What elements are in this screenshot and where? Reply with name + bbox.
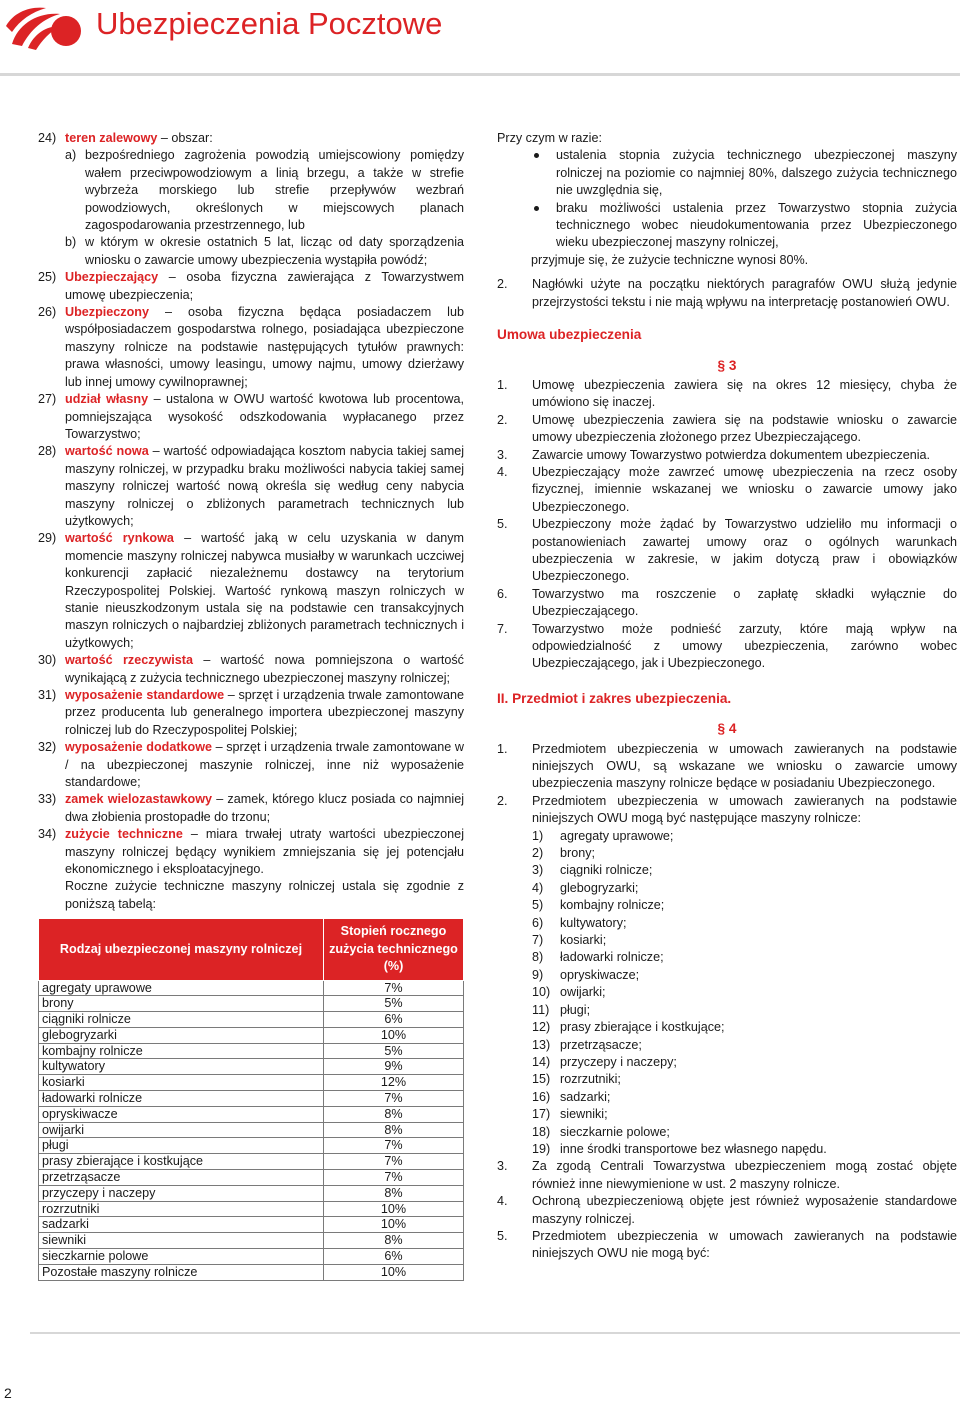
table-row [39, 1075, 464, 1091]
machine-number: 16) [532, 1089, 551, 1104]
machine-name: ładowarki rolnicze; [560, 950, 664, 965]
sub-letter: b) [65, 235, 77, 250]
machine-type-cell: rozrzutniki [39, 1201, 324, 1217]
machine-name: opryskiwacze; [560, 967, 640, 982]
definition-text: – wartość nowa pomniejszona o wartość wynikającą z zużycia technicznego ubezpieczonej maszyny rolniczej; [65, 653, 464, 685]
item-text: Zawarcie umowy Towarzystwo potwierdza dokumentem ubezpieczenia. [532, 447, 931, 462]
item-text: Nagłówki użyte na początku niektórych paragrafów OWU służą jedynie przejrzystości tekstu i nie mają wpływu na interpretację postanowień OWU. [532, 277, 957, 309]
machine-list-item [497, 1106, 957, 1123]
intro-text: Przy czym w razie: [497, 131, 602, 145]
machine-type-cell: opryskiwacze [39, 1106, 324, 1122]
machine-list-item [497, 949, 957, 966]
definition-text: – zamek, którego klucz posiada co najmniej dwa złobienia prostopadłe do trzonu; [65, 792, 464, 824]
machine-type-cell: prasy zbierające i kostkujące [39, 1154, 324, 1170]
machine-type-cell: sadzarki [39, 1217, 324, 1233]
machine-type-cell: kombajny rolnicze [39, 1043, 324, 1059]
machine-name: kosiarki; [560, 933, 607, 948]
machine-type-cell: agregaty uprawowe [39, 980, 324, 996]
header-divider [0, 73, 960, 76]
wear-rate-cell: 7% [324, 1170, 464, 1186]
definition-25 [38, 269, 464, 304]
machine-type-cell: brony [39, 996, 324, 1012]
paragraph-4-item-2 [497, 793, 957, 828]
machine-list-item [497, 880, 957, 897]
table-header-wear-rate: Stopień rocznego zużycia technicznego (%) [324, 919, 464, 980]
wear-rate-cell: 8% [324, 1185, 464, 1201]
table-row [39, 1027, 464, 1043]
definition-24b [38, 234, 464, 269]
definition-term: wartość nowa [65, 444, 149, 459]
heading-umowa: Umowa ubezpieczenia [497, 327, 642, 343]
definition-term: wyposażenie dodatkowe [65, 740, 213, 755]
definition-24 [38, 130, 464, 147]
definition-term: Ubezpieczający [65, 270, 159, 285]
machine-name: rozrzutniki; [560, 1072, 621, 1087]
wear-rate-cell: 5% [324, 996, 464, 1012]
definition-text: – osoba fizyczna zawierająca z Towarzystwem umowę ubezpieczenia; [65, 270, 464, 302]
right-column [497, 130, 957, 1263]
bullet-icon [531, 200, 556, 252]
definition-24a [38, 147, 464, 234]
definition-27 [38, 391, 464, 443]
definition-number: 30) [38, 653, 57, 668]
machine-type-cell: siewniki [39, 1233, 324, 1249]
machine-list-item [497, 915, 957, 932]
machine-name: przetrząsacze; [560, 1037, 642, 1052]
paragraph-3-list [497, 377, 957, 673]
table-row [39, 1233, 464, 1249]
item-number: 5. [497, 1228, 508, 1243]
machine-list-item [497, 1124, 957, 1141]
sub-text: w którym w okresie ostatnich 5 lat, licząc od daty sporządzenia wniosku o zawarcie umowy ubezpieczenia wystąpiła powódź; [85, 235, 464, 267]
definition-34 [38, 826, 464, 878]
definition-number: 31) [38, 688, 57, 702]
wear-rate-cell: 10% [324, 1027, 464, 1043]
definition-number: 32) [38, 740, 57, 755]
pocztowe-logo-icon [4, 2, 86, 56]
item-number: 2. [497, 277, 508, 292]
item-text: Przedmiotem ubezpieczenia w umowach zawieranych na podstawie niniejszych OWU mogą być następujące maszyny rolnicze: [532, 793, 957, 826]
definition-text: – ustalona w OWU wartość kwotowa lub procentowa, pomniejszająca wysokość odszkodowania wypłacanego przez Towarzystwo; [65, 392, 464, 441]
machine-list-item [497, 862, 957, 879]
machine-number: 19) [532, 1141, 551, 1156]
item-number: 4. [497, 1194, 508, 1209]
table-row [39, 1264, 464, 1280]
wear-rate-cell: 6% [324, 1012, 464, 1028]
machine-list-item [497, 845, 957, 862]
definition-term: Ubezpieczony [65, 305, 149, 320]
definition-number: 27) [38, 392, 57, 407]
machine-list-item [497, 1019, 957, 1036]
machine-type-cell: kosiarki [39, 1075, 324, 1091]
machine-list-item [497, 984, 957, 1001]
machine-name: sieczkarnie polowe; [560, 1124, 670, 1139]
definition-29 [38, 530, 464, 652]
machine-name: ciągniki rolnicze; [560, 863, 653, 878]
wear-rate-cell: 10% [324, 1217, 464, 1233]
definition-number: 28) [38, 444, 57, 459]
item-number: 7. [497, 621, 508, 636]
page-number: 2 [4, 1385, 12, 1401]
paragraph-3-item [497, 516, 957, 586]
definition-26 [38, 304, 464, 391]
machine-type-cell: pługi [39, 1138, 324, 1154]
definition-number: 26) [38, 305, 57, 320]
definition-text: – wartość jaką w celu uzyskania w danym momencie maszyny rolniczej nabywca musiałby w warunkach uczciwej konkurencji zapłacić niezależnemu dostawcy na terytorium Rzeczypospolitej Polskiej. Wartość rynkową maszyn rolniczych w stanie nieuszkodzonym ustala się na podstawie cen transakcyjnych maszyn rolniczych o najbardziej zbliżonych parametrach technicznych i użytkowych; [65, 531, 464, 650]
machine-number: 6) [532, 915, 544, 930]
item-number: 3. [497, 447, 508, 462]
definition-text: – sprzęt i urządzenia trwale zamontowane w / na ubezpieczonej maszynie rolniczej, inne niż wyposażenie standardowe; [65, 740, 464, 790]
paragraph-3-item [497, 447, 957, 464]
machine-name: owijarki; [560, 985, 606, 1000]
wear-rate-cell: 7% [324, 1154, 464, 1170]
item-text: Umowę ubezpieczenia zawiera się na podstawie wniosku o zawarcie umowy ubezpieczenia złożonego przez Ubezpieczającego. [532, 412, 957, 445]
item-text: Za zgodą Centrali Towarzystwa ubezpieczeniem mogą zostać objęte również inne niewymienione w ust. 2 maszyny rolnicze. [532, 1159, 957, 1191]
machine-type-cell: kultywatory [39, 1059, 324, 1075]
wear-rate-cell: 8% [324, 1122, 464, 1138]
table-row [39, 1091, 464, 1107]
bullet-item [497, 147, 957, 199]
definition-term: wartość rzeczywista [65, 653, 193, 668]
definition-text: – wartość odpowiadająca kosztom nabycia takiej samej maszyny rolniczej, w przypadku braku możliwości nabycia takiej samej maszyny rolniczej wartość nową określa się według ceny nabycia maszyny rolniczej o zbliżonych parametrach technicznych lub użytkowych; [65, 444, 465, 528]
definition-term: wartość rynkowa [65, 531, 174, 546]
left-column [38, 130, 464, 1281]
definition-term: zużycie techniczne [65, 827, 183, 842]
wear-rate-cell: 7% [324, 1138, 464, 1154]
bullet-item [497, 200, 957, 252]
definition-text: – miara trwałej utraty wartości ubezpieczonej maszyny rolniczej będący wynikiem zmniejszania się jej potencjału ekonomicznego i eksploatacyjnego. [65, 827, 464, 877]
paragraph-3-heading: § 3 [717, 358, 737, 374]
wear-rate-cell: 7% [324, 980, 464, 996]
item-text: Umowę ubezpieczenia zawiera się na okres 12 miesięcy, chyba że umówiono się inaczej. [532, 377, 957, 410]
machine-name: sadzarki; [560, 1089, 611, 1104]
brand-name: Ubezpieczenia Pocztowe [96, 6, 443, 41]
item-number: 1. [497, 741, 508, 756]
wear-rate-cell: 8% [324, 1233, 464, 1249]
machine-list-item [497, 967, 957, 984]
item-number: 3. [497, 1159, 508, 1174]
item-text: Towarzystwo ma roszczenie o zapłatę składki wyłącznie do Ubezpieczającego. [532, 586, 957, 619]
depreciation-table [38, 918, 464, 1280]
footer-divider [30, 1332, 960, 1334]
item-number: 4. [497, 464, 508, 479]
machine-number: 9) [532, 967, 544, 982]
definition-term: udział własny [65, 392, 149, 407]
table-row [39, 980, 464, 996]
wear-rate-cell: 10% [324, 1264, 464, 1280]
paragraph-3-item [497, 412, 957, 447]
machine-type-cell: sieczkarnie polowe [39, 1249, 324, 1265]
paragraph-4-item-4 [497, 1193, 957, 1228]
paragraph-3-item [497, 586, 957, 621]
paragraph-4-item-1 [497, 741, 957, 793]
wear-rate-cell: 8% [324, 1106, 464, 1122]
machine-number: 13) [532, 1037, 551, 1052]
machine-name: glebogryzarki; [560, 880, 639, 895]
sub-letter: a) [65, 148, 77, 163]
paragraph-4-item-5 [497, 1228, 957, 1263]
machine-name: agregaty uprawowe; [560, 828, 674, 843]
definition-number: 34) [38, 827, 57, 842]
wear-rate-cell: 5% [324, 1043, 464, 1059]
definition-term: wyposażenie standardowe [65, 688, 225, 702]
machine-number: 2) [532, 846, 544, 861]
machine-type-cell: ciągniki rolnicze [39, 1012, 324, 1028]
definition-number: 29) [38, 531, 57, 546]
machine-list-item [497, 1089, 957, 1106]
item-text: Ochroną ubezpieczeniową objęte jest również wyposażenie standardowe maszyny rolniczej. [532, 1194, 957, 1226]
machine-name: przyczepy i naczepy; [560, 1054, 677, 1069]
machine-list [497, 828, 957, 1159]
item-number: 1. [497, 377, 508, 392]
bullet-conclusion: przyjmuje się, że zużycie techniczne wynosi 80%. [531, 252, 809, 267]
machine-list-item [497, 1141, 957, 1158]
machine-name: brony; [560, 846, 596, 861]
table-row [39, 1249, 464, 1265]
table-row [39, 1170, 464, 1186]
machine-name: inne środki transportowe bez własnego napędu. [560, 1141, 827, 1156]
paragraph-3-item [497, 464, 957, 516]
machine-number: 1) [532, 828, 544, 843]
machine-list-item [497, 1002, 957, 1019]
item-text: Ubezpieczony może żądać by Towarzystwo udzieliło mu informacji o postanowieniach zawartej umowy oraz o ogólnych warunkach ubezpieczenia w zakresie, w jakim dotyczą praw i obowiązków Ubezpieczonego. [532, 517, 957, 584]
definition-31 [38, 687, 464, 739]
sub-text: bezpośredniego zagrożenia powodzią umiejscowiony pomiędzy wałem przeciwpowodziowym a linią brzegu, a także w strefie wybrzeża morskiego lub strefie przepływów wezbrań powodziowych, określonych w miejscowych planach zagospodarowania przestrzennego, lub [85, 148, 464, 233]
machine-name: prasy zbierające i kostkujące; [560, 1020, 725, 1035]
machine-type-cell: przetrząsacze [39, 1170, 324, 1186]
machine-number: 15) [532, 1072, 551, 1087]
table-row [39, 1201, 464, 1217]
section-1-item-2 [497, 276, 957, 311]
definition-number: 33) [38, 792, 57, 807]
item-text: Towarzystwo może podnieść zarzuty, które mają wpływ na odpowiedzialność z umowy ubezpieczenia, zarówno wobec Ubezpieczającego, jak i Ubezpieczonego. [532, 621, 957, 671]
machine-number: 7) [532, 933, 544, 948]
machine-type-cell: Pozostałe maszyny rolnicze [39, 1264, 324, 1280]
table-intro: Roczne zużycie techniczne maszyny rolniczej ustala się zgodnie z poniższą tabelą: [65, 879, 464, 911]
table-row [39, 1012, 464, 1028]
machine-number: 14) [532, 1054, 551, 1069]
table-row [39, 1185, 464, 1201]
machine-number: 12) [532, 1020, 551, 1035]
machine-number: 17) [532, 1107, 551, 1122]
item-text: Ubezpieczający może zawrzeć umowę ubezpieczenia na rzecz osoby fizycznej, imiennie wskazanej we wniosku o zawarcie umowy jako Ubezpieczonego. [532, 464, 957, 514]
definition-text: – sprzęt i urządzenia trwale zamontowane przez producenta lub generalnego importera ubezpieczonej maszyny rolniczej lub do Rzeczypospolitej Polskiej; [65, 688, 464, 737]
table-row [39, 1122, 464, 1138]
definition-number: 24) [38, 131, 57, 145]
machine-list-item [497, 932, 957, 949]
machine-type-cell: glebogryzarki [39, 1027, 324, 1043]
machine-name: siewniki; [560, 1107, 608, 1122]
wear-rate-cell: 12% [324, 1075, 464, 1091]
item-number: 2. [497, 412, 508, 427]
machine-name: kombajny rolnicze; [560, 898, 665, 913]
machine-number: 10) [532, 985, 551, 1000]
table-row [39, 1138, 464, 1154]
definition-30 [38, 652, 464, 687]
definition-32 [38, 739, 464, 791]
machine-number: 8) [532, 950, 544, 965]
wear-rate-cell: 7% [324, 1091, 464, 1107]
machine-number: 4) [532, 880, 544, 895]
machine-type-cell: przyczepy i naczepy [39, 1185, 324, 1201]
item-text: Przedmiotem ubezpieczenia w umowach zawieranych na podstawie niniejszych OWU, są wskazane we wniosku o zawarcie umowy ubezpieczenia maszyny rolnicze będące w posiadaniu Ubezpieczonego. [532, 741, 957, 791]
table-row [39, 1106, 464, 1122]
table-row [39, 1043, 464, 1059]
table-row [39, 1059, 464, 1075]
paragraph-3-item [497, 621, 957, 673]
machine-number: 11) [532, 1002, 550, 1017]
table-row [39, 996, 464, 1012]
machine-type-cell: owijarki [39, 1122, 324, 1138]
machine-number: 5) [532, 898, 544, 913]
machine-number: 3) [532, 863, 544, 878]
wear-rate-cell: 6% [324, 1249, 464, 1265]
paragraph-4-item-3 [497, 1158, 957, 1193]
bullet-text: ustalenia stopnia zużycia technicznego ubezpieczonej maszyny rolniczej na poziomie co najmniej 80%, dalszego zużycia technicznego nie uwzględnia się, [556, 148, 957, 198]
definition-text: – obszar: [157, 131, 213, 145]
machine-list-item [497, 828, 957, 845]
definition-term: teren zalewowy [65, 131, 158, 145]
machine-number: 18) [532, 1124, 551, 1139]
machine-list-item [497, 1071, 957, 1088]
wear-rate-cell: 9% [324, 1059, 464, 1075]
machine-list-item [497, 897, 957, 914]
machine-name: pługi; [560, 1002, 591, 1017]
machine-type-cell: ładowarki rolnicze [39, 1091, 324, 1107]
heading-przedmiot: II. Przedmiot i zakres ubezpieczenia. [497, 690, 732, 706]
definition-28 [38, 443, 464, 530]
paragraph-4-heading: § 4 [717, 721, 737, 737]
paragraph-3-item [497, 377, 957, 412]
machine-list-item [497, 1037, 957, 1054]
definition-term: zamek wielozastawkowy [65, 792, 212, 807]
machine-name: kultywatory; [560, 915, 627, 930]
bullet-icon [531, 147, 556, 199]
table-row [39, 1217, 464, 1233]
item-text: Przedmiotem ubezpieczenia w umowach zawieranych na podstawie niniejszych OWU nie mogą być: [532, 1228, 957, 1261]
item-number: 2. [497, 793, 508, 808]
item-number: 6. [497, 586, 508, 601]
definition-text: – osoba fizyczna będąca posiadaczem lub współposiadaczem gospodarstwa rolnego, posiadająca ubezpieczone maszyny rolnicze na podstawie następujących tytułów prawnych: prawa własności, umowy leasingu, umowy najmu, umowy dzierżawy lub innej umowy cywilnoprawnej; [65, 305, 464, 389]
bullet-text: braku możliwości ustalenia przez Towarzystwo stopnia zużycia technicznego wobec nieudokumentowania przez Ubezpieczonego wieku ubezpieczonej maszyny rolniczej, [556, 200, 957, 250]
table-row [39, 1154, 464, 1170]
table-header-machine-type: Rodzaj ubezpieczonej maszyny rolniczej [39, 919, 324, 980]
item-number: 5. [497, 517, 508, 532]
definition-33 [38, 791, 464, 826]
wear-rate-cell: 10% [324, 1201, 464, 1217]
machine-list-item [497, 1054, 957, 1071]
definition-number: 25) [38, 270, 57, 285]
